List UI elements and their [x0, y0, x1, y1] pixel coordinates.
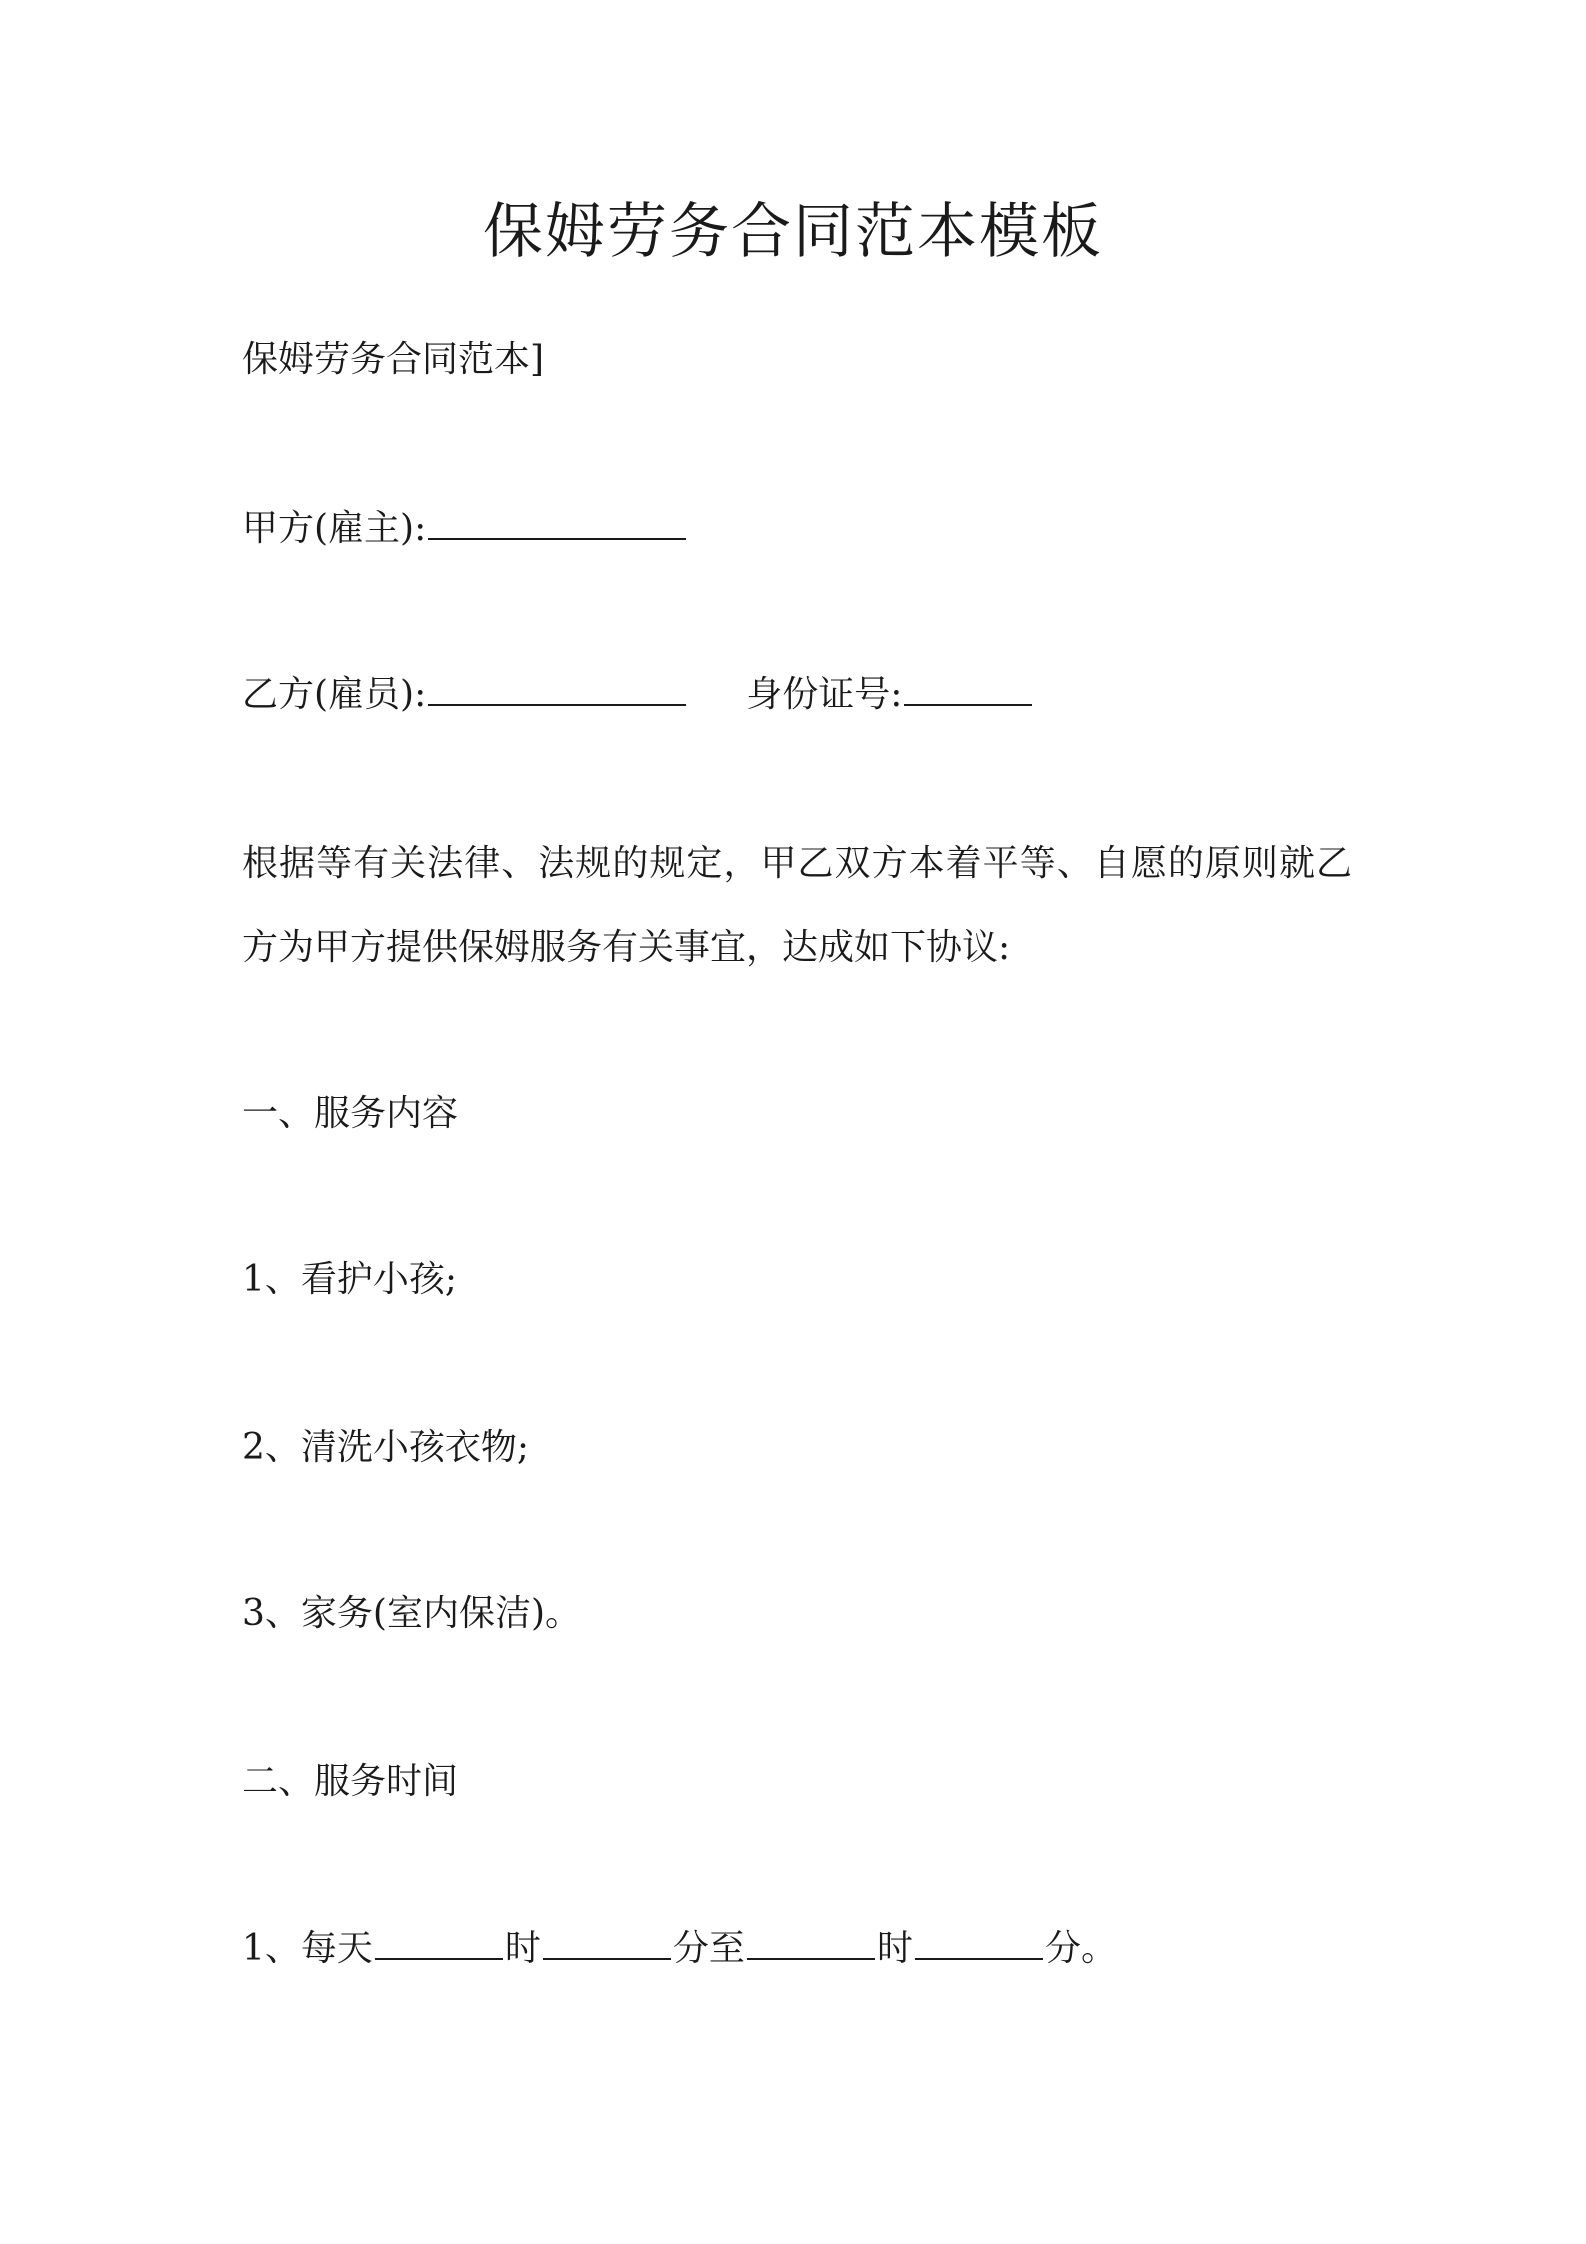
- party-a-blank: [428, 504, 686, 540]
- id-number-label: 身份证号:: [746, 674, 903, 715]
- id-number-blank: [904, 670, 1032, 706]
- party-b-blank: [428, 670, 686, 706]
- document-subtitle: 保姆劳务合同范本]: [242, 339, 545, 380]
- section2-heading: 二、服务时间: [242, 1761, 459, 1802]
- hour-label-2: 时: [876, 1928, 913, 1969]
- party-b-label: 乙方(雇员):: [242, 674, 427, 715]
- section1-item-3: 3、家务(室内保洁)。: [242, 1593, 581, 1634]
- party-b-line: [242, 670, 1034, 719]
- hour-label-1: 时: [504, 1928, 541, 1969]
- end-hour-blank: [747, 1924, 875, 1960]
- start-hour-blank: [375, 1924, 503, 1960]
- section1-item-1: 1、看护小孩;: [242, 1259, 458, 1300]
- document-title: 保姆劳务合同范本模板: [483, 197, 1103, 267]
- party-a-label: 甲方(雇主):: [242, 508, 427, 549]
- daily-prefix: 1、每天: [242, 1928, 373, 1969]
- minute-to-label: 分至: [672, 1928, 745, 1969]
- section1-item-2: 2、清洗小孩衣物;: [242, 1427, 530, 1468]
- party-a-line: [242, 504, 688, 553]
- preamble-paragraph: 根据等有关法律、法规的规定，甲乙双方本着平等、自愿的原则就乙方为甲方提供保姆服务有关事宜，达成如下协议:: [242, 843, 1352, 968]
- minute-end-label: 分。: [1044, 1928, 1117, 1969]
- start-minute-blank: [543, 1924, 671, 1960]
- section2-item-1: [242, 1924, 1117, 1973]
- end-minute-blank: [915, 1924, 1043, 1960]
- section1-heading: 一、服务内容: [242, 1093, 459, 1134]
